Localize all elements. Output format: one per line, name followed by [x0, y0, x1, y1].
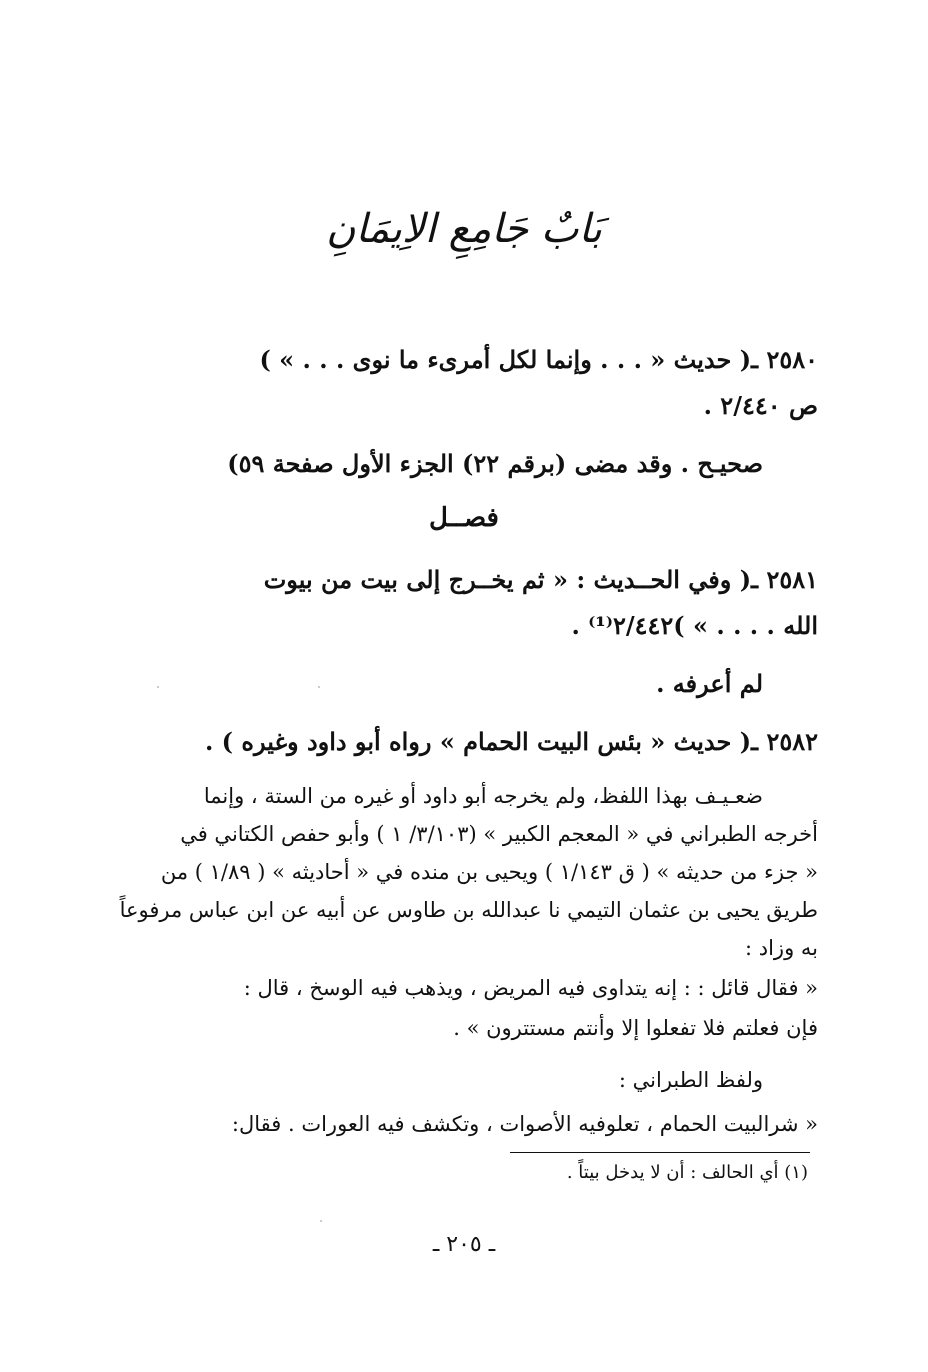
entry-2580-line-1: ٢٥٨٠ ـ( حديث « . . . وإنما لكل أمرىء ما نوى . . . » ) — [259, 345, 818, 374]
footnote: (١) أي الحالف : أن لا يدخل بيتاً . — [566, 1162, 808, 1183]
entry-2580-ruling: صحيـح . وقد مضى (برقم ٢٢) الجزء الأول صفحة ٥٩) — [227, 449, 763, 478]
entry-2582-line-1: ٢٥٨٢ ـ( حديث « بئس البيت الحمام » رواه أبو داود وغيره ) . — [204, 727, 818, 756]
entry-2582-body-line-5: به وزاد : — [745, 936, 818, 960]
entry-2582-quote-line-1: « فقال قائل : : إنه يتداوى فيه المريض ، ويذهب فيه الوسخ ، قال : — [243, 976, 818, 1000]
entry-2582-body-line-2: أخرجه الطبراني في « المعجم الكبير » (٣/١٠٣/ ١ ) وأبو حفص الكتاني في — [180, 822, 818, 846]
page-number: ـ ٢٠٥ ـ — [432, 1232, 496, 1257]
scan-speck — [318, 686, 320, 688]
scan-speck — [157, 686, 159, 688]
scan-speck — [320, 1220, 322, 1222]
entry-2582-body-line-4: طريق يحيى بن عثمان التيمي نا عبدالله بن طاوس عن أبيه عن ابن عباس مرفوعاً — [119, 898, 818, 922]
entry-2582-tabarani-text: « شرالبيت الحمام ، تعلوفيه الأصوات ، وتكشف فيه العورات . فقال: — [231, 1112, 818, 1136]
entry-2581-comment: لم أعرفه . — [656, 669, 763, 698]
entry-2581-line-2: الله . . . . » )٢/٤٤٢⁽¹⁾ . — [571, 611, 818, 640]
footnote-rule — [510, 1152, 810, 1153]
entry-2582-quote-line-2: فإن فعلتم فلا تفعلوا إلا وأنتم مستترون » . — [453, 1016, 818, 1040]
chapter-title: بَابٌ جَامِعِ الاِيمَانِ — [326, 206, 602, 252]
entry-2582-tabarani-label: ولفظ الطبراني : — [618, 1068, 763, 1092]
entry-2581-line-1: ٢٥٨١ ـ( وفي الحــديث : « ثم يخــرج إلى بيت من بيوت — [263, 565, 818, 594]
entry-2582-body-line-1: ضعـيـف بهذا اللفظ، ولم يخرجه أبو داود أو غيره من الستة ، وإنما — [203, 784, 763, 808]
entry-2582-body-line-3: « جزء من حديثه » ( ق ١/١٤٣ ) ويحيى بن منده في « أحاديثه » ( ١/٨٩ ) من — [160, 860, 818, 884]
section-heading: فصــل — [429, 503, 499, 533]
entry-2580-line-2: ص ٢/٤٤٠ . — [703, 391, 818, 420]
